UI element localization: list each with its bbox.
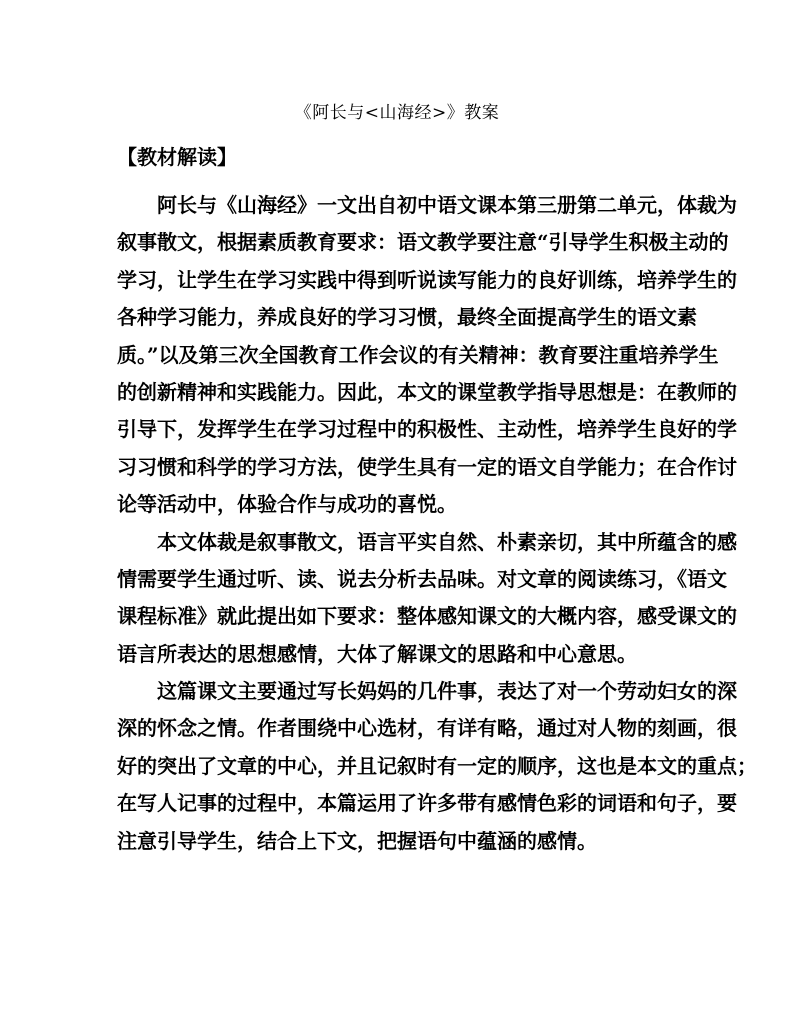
paragraph-line: 阿长与《山海经》一文出自初中语文课本第三册第二单元，体裁为 <box>157 193 737 217</box>
paragraph-line: 情需要学生通过听、读、说去分析去品味。对文章的阅读练习，《语文 <box>117 566 727 591</box>
section-heading: 【教材解读】 <box>117 145 237 169</box>
paragraph-line: 质。”以及第三次全国教育工作会议的有关精神：教育要注重培养学生 <box>117 342 719 367</box>
paragraph-line: 课程标准》就此提出如下要求：整体感知课文的大概内容，感受课文的 <box>117 604 737 629</box>
paragraph-line: 叙事散文，根据素质教育要求：语文教学要注意“引导学生积极主动的 <box>117 230 729 255</box>
paragraph-line: 的创新精神和实践能力。因此，本文的课堂教学指导思想是：在教师的 <box>117 379 737 404</box>
paragraph-1 <box>117 187 737 524</box>
paragraph-line: 论等活动中，体验合作与成功的喜悦。 <box>117 492 457 517</box>
paragraph-line: 在写人记事的过程中，本篇运用了许多带有感情色彩的词语和句子，要 <box>117 791 737 816</box>
document-body <box>117 187 757 860</box>
paragraph-2 <box>117 524 737 674</box>
paragraph-line: 学习，让学生在学习实践中得到听说读写能力的良好训练，培养学生的 <box>117 267 737 292</box>
document-title: 《阿长与<山海经>》教案 <box>294 103 500 123</box>
paragraph-line: 引导下，发挥学生在学习过程中的积极性、主动性，培养学生良好的学 <box>117 417 737 442</box>
paragraph-line: 语言所表达的思想感情，大体了解课文的思路和中心意思。 <box>117 641 637 666</box>
paragraph-line: 注意引导学生，结合上下文，把握语句中蕴涵的感情。 <box>117 828 597 853</box>
paragraph-3 <box>117 673 757 860</box>
paragraph-line: 深的怀念之情。作者围绕中心选材，有详有略，通过对人物的刻画，很 <box>117 716 737 741</box>
paragraph-line: 习习惯和科学的学习方法，使学生具有一定的语文自学能力；在合作讨 <box>117 454 737 479</box>
paragraph-line: 各种学习能力，养成良好的学习习惯，最终全面提高学生的语文素 <box>117 305 697 330</box>
paragraph-line: 好的突出了文章的中心，并且记叙时有一定的顺序，这也是本文的重点； <box>117 753 757 778</box>
paragraph-line: 本文体裁是叙事散文，语言平实自然、朴素亲切，其中所蕴含的感 <box>157 529 737 554</box>
paragraph-line: 这篇课文主要通过写长妈妈的几件事，表达了对一个劳动妇女的深 <box>157 679 737 704</box>
